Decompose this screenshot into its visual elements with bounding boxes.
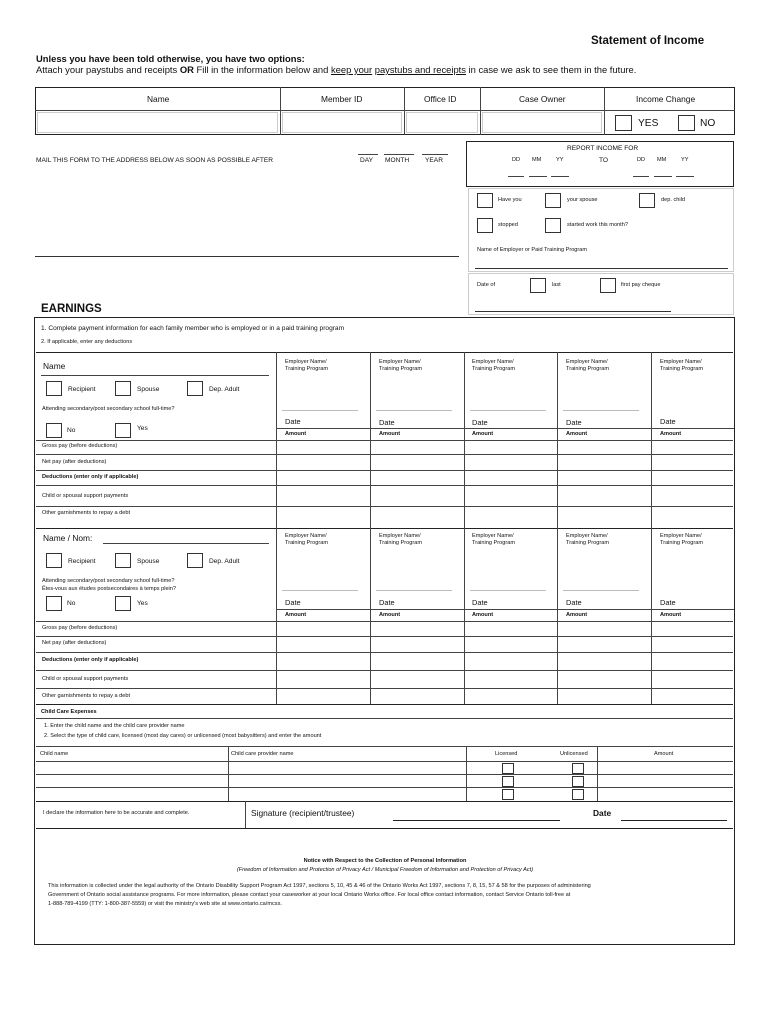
date-of-label: Date of	[477, 282, 496, 288]
block1-row-net: Net pay (after deductions)	[42, 459, 107, 465]
report-from-mm: MM	[532, 157, 542, 163]
options-heading: Unless you have been told otherwise, you have two options:	[36, 53, 305, 64]
block1-attending: Attending secondary/post secondary school full-time?	[42, 406, 175, 412]
block2-attending-fr: Êtes-vous aux études postsecondaires à temps plein?	[42, 586, 177, 592]
block2-recipient-label: Recipient	[68, 558, 96, 565]
header-col-name: Name	[147, 94, 170, 104]
block1-spouse-label: Spouse	[137, 386, 160, 393]
report-from-mm-field[interactable]	[529, 176, 547, 177]
block2-employer-field[interactable]	[563, 590, 639, 591]
block1-amount-3: Amount	[472, 431, 494, 437]
block1-amount-4: Amount	[566, 431, 588, 437]
block2-row-garnishments: Other garnishments to repay a debt	[42, 693, 130, 699]
block2-date-4: Date	[566, 598, 582, 607]
earnings-heading: EARNINGS	[41, 303, 102, 315]
block2-amount-2: Amount	[379, 612, 401, 618]
signature-label: Signature (recipient/trustee)	[251, 808, 355, 818]
notice-title: Notice with Respect to the Collection of Personal Information	[303, 858, 467, 864]
block1-amount-5: Amount	[660, 431, 682, 437]
block1-recipient-checkbox[interactable]	[46, 381, 62, 396]
licensed-checkbox-1[interactable]	[502, 763, 514, 774]
block1-no-label: No	[67, 427, 76, 434]
report-from-dd-field[interactable]	[508, 176, 524, 177]
block1-employer-field[interactable]	[376, 410, 452, 411]
income-change-no-label: NO	[700, 118, 716, 129]
started-label: started work this month?	[567, 222, 628, 228]
block1-employer-field[interactable]	[282, 410, 358, 411]
block2-attending: Attending secondary/post secondary school full-time?	[42, 578, 175, 584]
block1-date-5: Date	[660, 417, 676, 426]
block1-no-checkbox[interactable]	[46, 423, 62, 438]
block1-spouse-checkbox[interactable]	[115, 381, 131, 396]
block1-dep-adult-label: Dep. Adult	[209, 386, 240, 393]
last-pay-checkbox[interactable]	[530, 278, 546, 293]
employer-label-line2: Training Program	[660, 366, 704, 373]
dep-child-label: dep. child	[661, 197, 685, 203]
header-col-member-id: Member ID	[321, 94, 363, 104]
declaration-date-label: Date	[593, 808, 612, 818]
block1-employer-field[interactable]	[470, 410, 546, 411]
block2-no-label: No	[67, 600, 76, 607]
block2-employer-field[interactable]	[376, 590, 452, 591]
child-care-col-child: Child name	[40, 751, 69, 757]
block2-row-gross: Gross pay (before deductions)	[42, 625, 118, 631]
your-spouse-checkbox[interactable]	[545, 193, 561, 208]
mail-month: MONTH	[385, 157, 410, 164]
income-change-yes-label: YES	[638, 118, 659, 129]
first-pay-checkbox[interactable]	[600, 278, 616, 293]
block2-yes-checkbox[interactable]	[115, 596, 131, 611]
block2-dep-adult-checkbox[interactable]	[187, 553, 203, 568]
block1-name-field[interactable]	[41, 375, 269, 376]
block1-employer-1	[285, 359, 328, 374]
block2-row-net: Net pay (after deductions)	[42, 640, 107, 646]
block1-yes-label: Yes	[137, 425, 148, 432]
block2-employer-3	[472, 533, 515, 548]
signature-field[interactable]	[393, 820, 560, 821]
first-pay-label: first pay cheque	[621, 282, 661, 288]
block2-row-support: Child or spousal support payments	[42, 676, 129, 682]
member-id-field[interactable]	[282, 112, 402, 133]
block1-date-4: Date	[566, 418, 582, 427]
block2-row-deductions: Deductions (enter only if applicable)	[42, 657, 139, 663]
block1-employer-4	[566, 359, 609, 374]
stopped-checkbox[interactable]	[477, 218, 493, 233]
header-col-office-id: Office ID	[424, 94, 457, 104]
last-pay-label: last	[552, 282, 561, 288]
earnings-instruction-2: 2. If applicable, enter any deductions	[41, 339, 133, 345]
income-change-yes-checkbox[interactable]	[615, 115, 632, 131]
unlicensed-checkbox-1[interactable]	[572, 763, 584, 774]
started-checkbox[interactable]	[545, 218, 561, 233]
employer-label-line2: Training Program	[285, 540, 329, 547]
employer-label-line1: Employer Name/	[285, 533, 327, 539]
employer-label-line1: Employer Name/	[566, 533, 608, 539]
block2-date-5: Date	[660, 598, 676, 607]
block1-row-gross: Gross pay (before deductions)	[42, 443, 118, 449]
block1-date-2: Date	[379, 418, 395, 427]
form-title: Statement of Income	[591, 35, 705, 47]
block2-recipient-checkbox[interactable]	[46, 553, 62, 568]
block1-yes-checkbox[interactable]	[115, 423, 131, 438]
options-part3: in case we ask to see them in the future.	[465, 64, 637, 75]
report-to-mm-field[interactable]	[654, 176, 672, 177]
options-part1: Attach your paystubs and receipts	[36, 64, 180, 75]
notice-subtitle: (Freedom of Information and Protection of Privacy Act / Municipal Freedom of Information and Protection of Privacy Act)	[236, 867, 534, 873]
report-period-title: REPORT INCOME FOR	[567, 145, 639, 152]
unlicensed-checkbox-2[interactable]	[572, 776, 584, 787]
employer-label-line2: Training Program	[566, 366, 610, 373]
notice-body-2: Government of Ontario social assistance programs. For more information, please contact your caseworker at your local Ontario Works office. For local office contact information, contact Service Ontario toll-free at	[48, 892, 571, 898]
employer-label-line1: Employer Name/	[379, 359, 421, 365]
stopped-label: stopped	[498, 222, 518, 228]
block2-no-checkbox[interactable]	[46, 596, 62, 611]
licensed-checkbox-2[interactable]	[502, 776, 514, 787]
employer-label-line1: Employer Name/	[660, 359, 702, 365]
block2-amount-5: Amount	[660, 612, 682, 618]
employer-label-line1: Employer Name/	[472, 533, 514, 539]
employer-name-label: Name of Employer or Paid Training Program	[477, 247, 588, 253]
block1-employer-3	[472, 359, 515, 374]
child-care-instruction-1: 1. Enter the child name and the child care provider name	[44, 723, 185, 729]
income-change-no-checkbox[interactable]	[678, 115, 695, 131]
options-keep: keep your	[330, 64, 373, 75]
block2-employer-field[interactable]	[470, 590, 546, 591]
child-care-col-provider: Child care provider name	[231, 751, 294, 757]
dep-child-checkbox[interactable]	[639, 193, 655, 208]
report-from-yy: YY	[556, 157, 564, 163]
report-to-dd: DD	[637, 157, 646, 163]
block1-amount-1: Amount	[285, 431, 307, 437]
your-spouse-label: your spouse	[567, 197, 598, 203]
block2-employer-2	[379, 533, 422, 548]
block2-date-1: Date	[285, 598, 301, 607]
mail-day: DAY	[360, 157, 374, 164]
options-paystubs: paystubs and receipts	[374, 64, 466, 75]
report-to-yy-field[interactable]	[676, 176, 694, 177]
employer-label-line1: Employer Name/	[660, 533, 702, 539]
block2-amount-1: Amount	[285, 612, 307, 618]
block2-employer-5	[660, 533, 703, 548]
declaration-date-field[interactable]	[621, 820, 727, 821]
mail-year: YEAR	[425, 157, 443, 164]
employer-label-line2: Training Program	[472, 366, 516, 373]
child-care-col-unlicensed: Unlicensed	[560, 751, 588, 757]
declaration-text: I declare the information here to be accurate and complete.	[43, 810, 190, 816]
office-id-field[interactable]	[406, 112, 478, 133]
have-you-checkbox[interactable]	[477, 193, 493, 208]
block2-dep-adult-label: Dep. Adult	[209, 558, 240, 565]
block1-date-3: Date	[472, 418, 488, 427]
licensed-checkbox-3[interactable]	[502, 789, 514, 800]
header-col-case-owner: Case Owner	[519, 94, 566, 104]
block2-employer-field[interactable]	[282, 590, 358, 591]
block2-name-label: Name / Nom:	[43, 533, 93, 543]
block1-employer-field[interactable]	[563, 410, 639, 411]
employer-label-line2: Training Program	[379, 366, 423, 373]
block2-yes-label: Yes	[137, 600, 148, 607]
case-owner-field[interactable]	[482, 112, 602, 133]
employer-name-field[interactable]	[475, 268, 728, 269]
report-from-dd: DD	[512, 157, 521, 163]
child-care-instruction-2: 2. Select the type of child care, licensed (most day cares) or unlicensed (most babysitters) and enter the amount	[44, 733, 322, 739]
employer-label-line1: Employer Name/	[566, 359, 608, 365]
block2-date-3: Date	[472, 598, 488, 607]
earnings-instruction-1: 1. Complete payment information for each family member who is employed or in a paid training program	[41, 325, 345, 332]
employer-label-line2: Training Program	[472, 540, 516, 547]
address-line	[35, 256, 459, 257]
child-care-heading: Child Care Expenses	[41, 709, 97, 715]
options-line	[36, 65, 636, 74]
block1-recipient-label: Recipient	[68, 386, 96, 393]
report-from-yy-field[interactable]	[551, 176, 569, 177]
have-you-label: Have you	[498, 197, 522, 203]
employer-label-line1: Employer Name/	[472, 359, 514, 365]
mail-text: MAIL THIS FORM TO THE ADDRESS BELOW AS SOON AS POSSIBLE AFTER	[36, 157, 274, 164]
employer-label-line2: Training Program	[285, 366, 329, 373]
block2-amount-3: Amount	[472, 612, 494, 618]
report-to-yy: YY	[681, 157, 689, 163]
block2-name-field[interactable]	[103, 543, 269, 544]
notice-body-3: 1-888-789-4199 (TTY: 1-800-387-5559) or visit the ministry's web site at www.ontario.ca/mcss.	[48, 901, 282, 907]
block2-spouse-checkbox[interactable]	[115, 553, 131, 568]
block1-employer-2	[379, 359, 422, 374]
employer-label-line2: Training Program	[379, 540, 423, 547]
block1-row-garnishments: Other garnishments to repay a debt	[42, 510, 130, 516]
pay-cheque-date-field[interactable]	[475, 311, 671, 312]
name-field[interactable]	[37, 112, 278, 133]
block2-spouse-label: Spouse	[137, 558, 160, 565]
options-or: OR	[179, 64, 194, 75]
unlicensed-checkbox-3[interactable]	[572, 789, 584, 800]
report-to-mm: MM	[657, 157, 667, 163]
employer-label-line2: Training Program	[660, 540, 704, 547]
report-to-dd-field[interactable]	[633, 176, 649, 177]
block1-dep-adult-checkbox[interactable]	[187, 381, 203, 396]
child-care-col-amount: Amount	[654, 751, 674, 757]
block2-employer-4	[566, 533, 609, 548]
block2-date-2: Date	[379, 598, 395, 607]
child-care-col-licensed: Licensed	[495, 751, 518, 757]
header-col-income-change: Income Change	[636, 94, 696, 104]
block1-row-support: Child or spousal support payments	[42, 493, 129, 499]
block1-date-1: Date	[285, 417, 301, 426]
block2-amount-4: Amount	[566, 612, 588, 618]
options-part2: Fill in the information below and	[193, 64, 331, 75]
employer-label-line1: Employer Name/	[285, 359, 327, 365]
block1-row-deductions: Deductions (enter only if applicable)	[42, 474, 139, 480]
employer-label-line2: Training Program	[566, 540, 610, 547]
employer-label-line1: Employer Name/	[379, 533, 421, 539]
block1-name-label: Name	[43, 361, 66, 371]
block2-employer-1	[285, 533, 328, 548]
report-to: TO	[599, 157, 609, 164]
block1-amount-2: Amount	[379, 431, 401, 437]
block1-employer-5	[660, 359, 703, 374]
notice-body-1: This information is collected under the legal authority of the Ontario Disability Support Program Act 1997, sections 5, 10, 45 & 46 of the Ontario Works Act 1997, sections 7, 8, 15, 57 & 58 for the purposes of administering	[48, 883, 591, 889]
